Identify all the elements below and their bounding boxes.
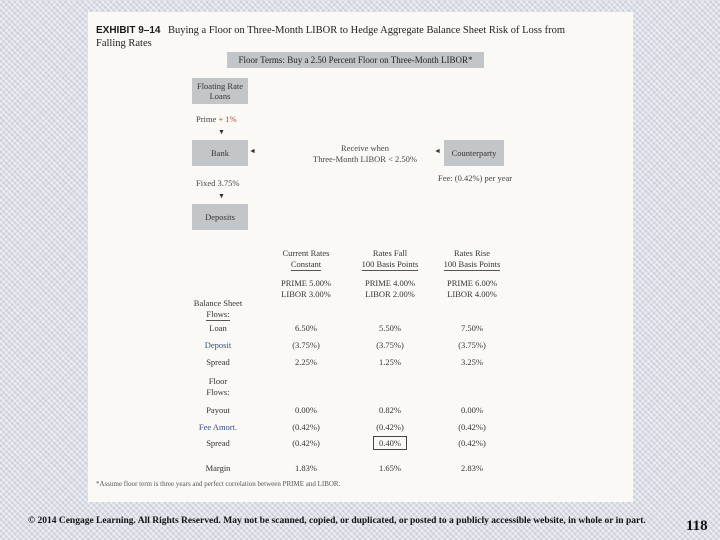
table-row-fee-amort bbox=[88, 422, 633, 434]
table-row-floor-spread bbox=[88, 438, 633, 450]
section-line1: Floor bbox=[208, 376, 228, 386]
cell: 7.50% bbox=[461, 323, 483, 333]
row-label: Deposit bbox=[204, 340, 232, 350]
section-line2: Flows: bbox=[206, 309, 230, 319]
libor-rate: LIBOR 4.00% bbox=[447, 289, 497, 299]
cell: 3.25% bbox=[461, 357, 483, 367]
floor-terms-banner: Floor Terms: Buy a 2.50 Percent Floor on Three-Month LIBOR* bbox=[227, 52, 484, 68]
section-line1: Balance Sheet bbox=[193, 298, 243, 308]
deposits-box bbox=[192, 204, 248, 230]
cell: 0.00% bbox=[295, 405, 317, 415]
balance-sheet-flows-heading bbox=[178, 298, 258, 321]
prime-rate: PRIME 4.00% bbox=[364, 278, 416, 288]
cell: 1.83% bbox=[295, 463, 317, 473]
cell: 2.25% bbox=[295, 357, 317, 367]
cell: (3.75%) bbox=[376, 340, 404, 350]
prime-rate: PRIME 5.00% bbox=[280, 278, 332, 288]
cell: (3.75%) bbox=[292, 340, 320, 350]
loans-label-line1: Floating Rate bbox=[196, 81, 244, 91]
cell: 5.50% bbox=[379, 323, 401, 333]
row-label: Margin bbox=[205, 463, 231, 473]
prime-rate: PRIME 6.00% bbox=[446, 278, 498, 288]
column-header-current bbox=[266, 248, 346, 271]
counterparty-box bbox=[444, 140, 504, 166]
cell: (0.42%) bbox=[292, 422, 320, 432]
prime-plus-label bbox=[196, 114, 237, 124]
table-row-deposit bbox=[88, 340, 633, 352]
cell: (3.75%) bbox=[458, 340, 486, 350]
arrow-down-icon: ▼ bbox=[218, 192, 225, 200]
cell: 1.65% bbox=[379, 463, 401, 473]
receive-when-label bbox=[300, 143, 430, 165]
libor-rate: LIBOR 3.00% bbox=[281, 289, 331, 299]
footnote: *Assume floor term is three years and perfect correlation between PRIME and LIBOR. bbox=[96, 480, 341, 488]
floor-flows-heading bbox=[178, 376, 258, 398]
prime-plus-one: + 1% bbox=[218, 114, 237, 124]
rates-fall bbox=[350, 278, 430, 300]
arrow-left-icon: ◄ bbox=[249, 147, 256, 155]
libor-rate: LIBOR 2.00% bbox=[365, 289, 415, 299]
column-header-line2: 100 Basis Points bbox=[361, 259, 419, 269]
exhibit-title-continued: Falling Rates bbox=[96, 38, 152, 49]
table-row-spread bbox=[88, 357, 633, 369]
cell: (0.42%) bbox=[376, 422, 404, 432]
column-header-line1: Rates Rise bbox=[453, 248, 491, 258]
section-line2: Flows: bbox=[206, 387, 230, 397]
cell: (0.42%) bbox=[458, 438, 486, 448]
prime-label: Prime bbox=[196, 114, 217, 124]
table-row-loan bbox=[88, 323, 633, 335]
column-header-line2: 100 Basis Points bbox=[443, 259, 501, 269]
copyright-notice: © 2014 Cengage Learning. All Rights Reserved. May not be scanned, copied, or duplicated, or posted to a publicly accessible website, in whole or in part. bbox=[28, 516, 646, 526]
receive-line2: Three-Month LIBOR < 2.50% bbox=[313, 154, 417, 164]
rates-rise bbox=[432, 278, 512, 300]
loans-label-line2: Loans bbox=[209, 91, 231, 101]
arrow-down-icon: ▼ bbox=[218, 128, 225, 136]
counterparty-label: Counterparty bbox=[451, 148, 497, 158]
floating-rate-loans-box bbox=[192, 78, 248, 104]
fixed-rate-label: Fixed 3.75% bbox=[196, 178, 240, 188]
row-label: Spread bbox=[206, 357, 230, 367]
table-row-margin bbox=[88, 463, 633, 475]
arrow-left-icon: ◄ bbox=[434, 147, 441, 155]
deposits-label: Deposits bbox=[205, 212, 235, 222]
bank-box bbox=[192, 140, 248, 166]
cell: 0.00% bbox=[461, 405, 483, 415]
page-number: 118 bbox=[686, 518, 708, 534]
cell: 6.50% bbox=[295, 323, 317, 333]
cell: (0.42%) bbox=[292, 438, 320, 448]
row-label: Spread bbox=[206, 438, 230, 448]
highlighted-cell: 0.40% bbox=[373, 436, 407, 450]
row-label: Loan bbox=[209, 323, 227, 333]
exhibit-title: Buying a Floor on Three-Month LIBOR to Hedge Aggregate Balance Sheet Risk of Loss from bbox=[168, 25, 565, 36]
cell: 2.83% bbox=[461, 463, 483, 473]
column-header-line1: Rates Fall bbox=[372, 248, 408, 258]
column-header-line1: Current Rates bbox=[282, 248, 330, 258]
column-header-rise bbox=[432, 248, 512, 271]
table-row-payout bbox=[88, 405, 633, 417]
receive-line1: Receive when bbox=[341, 143, 389, 153]
bank-label: Bank bbox=[211, 148, 229, 158]
exhibit-sheet bbox=[88, 12, 633, 502]
fee-label: Fee: (0.42%) per year bbox=[438, 173, 513, 183]
cell: 0.82% bbox=[379, 405, 401, 415]
exhibit-number: EXHIBIT 9–14 bbox=[96, 25, 161, 36]
rates-current bbox=[266, 278, 346, 300]
column-header-line2: Constant bbox=[290, 259, 322, 269]
cell: (0.42%) bbox=[458, 422, 486, 432]
cell: 1.25% bbox=[379, 357, 401, 367]
row-label: Payout bbox=[206, 405, 230, 415]
row-label: Fee Amort. bbox=[198, 422, 238, 432]
column-header-fall bbox=[350, 248, 430, 271]
